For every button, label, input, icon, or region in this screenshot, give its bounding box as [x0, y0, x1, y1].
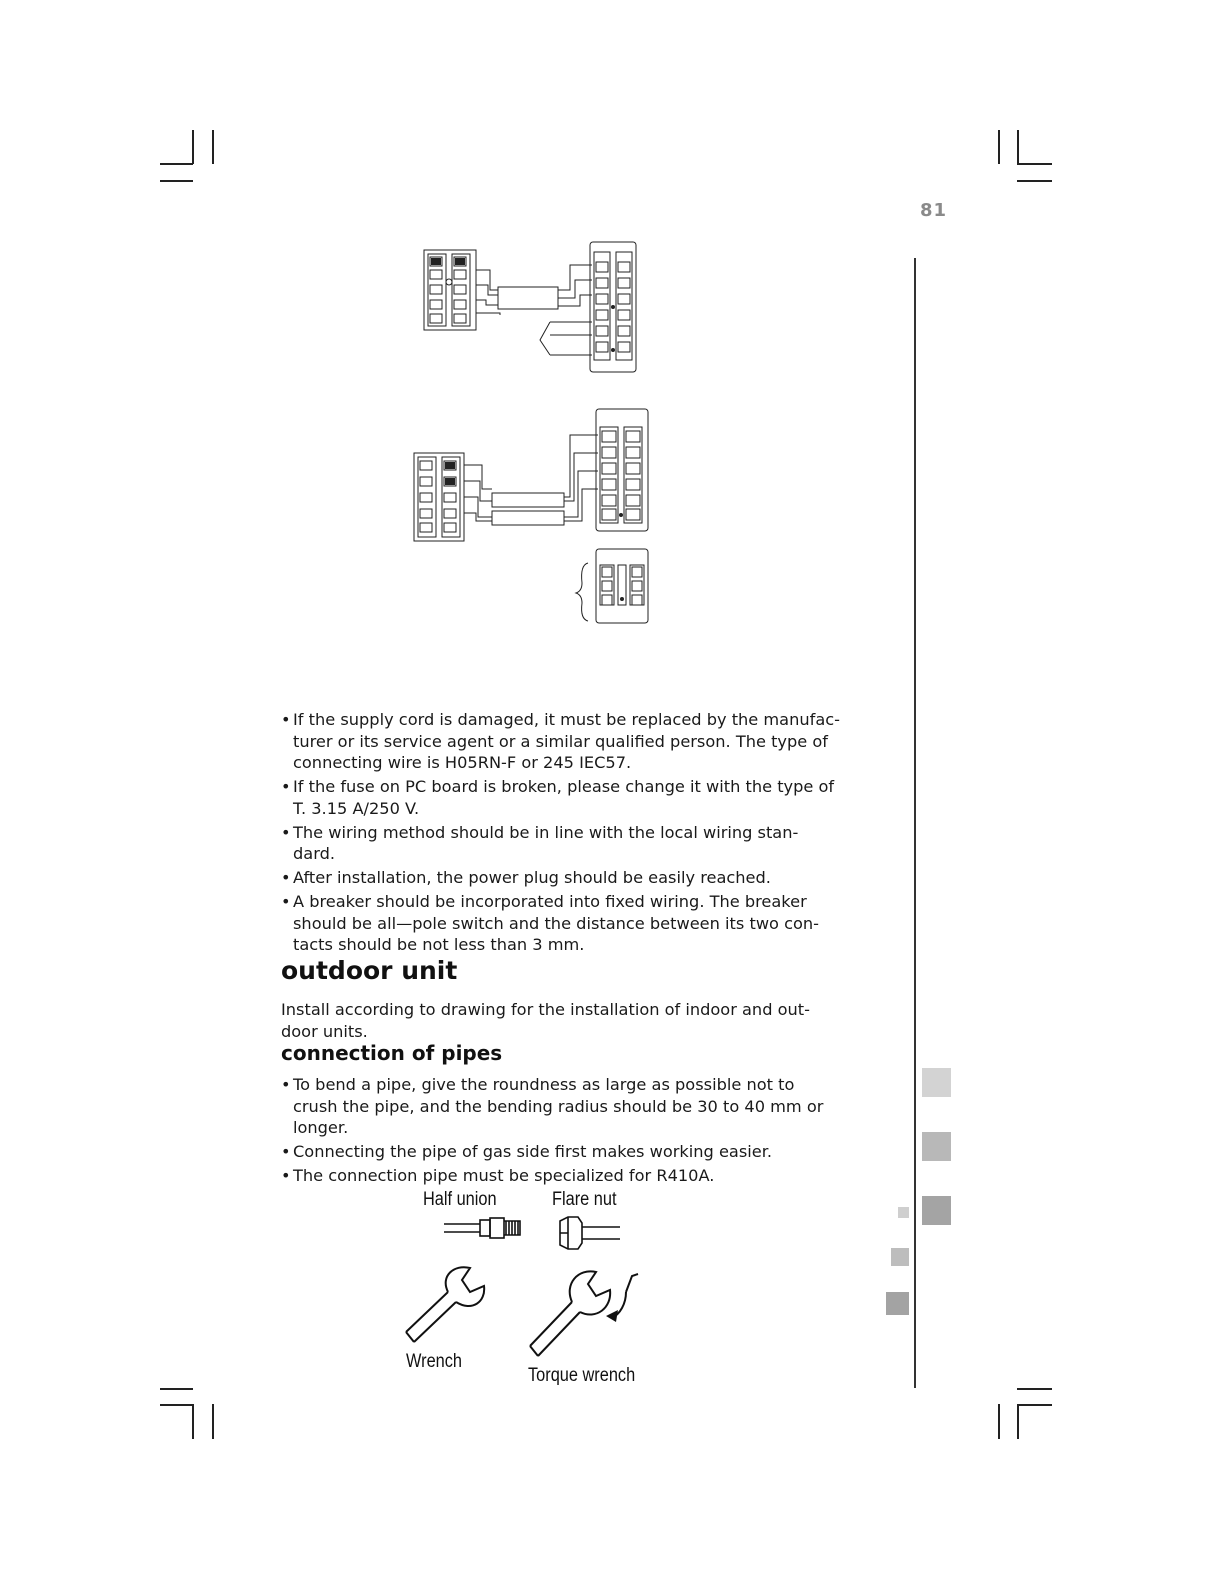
side-tab — [922, 1196, 951, 1225]
list-item: • If the fuse on PC board is broken, please change it with the type of T. 3.15 A/250 V. — [281, 776, 881, 819]
wiring-diagram-2 — [410, 405, 655, 627]
list-item: • A breaker should be incorporated into fixed wiring. The breaker should be all—pole switch and the distance between its two con- tacts should be not less than 3 mm. — [281, 891, 881, 956]
page-number: 81 — [920, 200, 948, 221]
side-tab-small — [886, 1292, 909, 1315]
wrench-label: Wrench — [406, 1351, 463, 1372]
section-heading-connection-of-pipes: connection of pipes — [281, 1041, 503, 1065]
list-item: • The connection pipe must be specialized for R410A. — [281, 1165, 881, 1187]
section-heading-outdoor-unit: outdoor unit — [281, 956, 458, 985]
torque-wrench-icon — [522, 1262, 642, 1362]
side-tab-small — [898, 1207, 909, 1218]
torque-wrench-label: Torque wrench — [528, 1365, 636, 1386]
half-union-label: Half union — [423, 1189, 497, 1210]
list-item: • To bend a pipe, give the roundness as large as possible not to crush the pipe, and the bending radius should be 30 to 40 mm or longer. — [281, 1074, 881, 1139]
side-tab-small — [891, 1248, 909, 1266]
list-item: • After installation, the power plug should be easily reached. — [281, 867, 881, 889]
pipe-notes — [281, 1074, 881, 1189]
flare-nut-icon — [552, 1215, 627, 1251]
supply-notes — [281, 709, 881, 958]
flare-nut-label: Flare nut — [552, 1189, 617, 1210]
list-item: • Connecting the pipe of gas side first makes working easier. — [281, 1141, 881, 1163]
wrench-icon — [400, 1262, 495, 1352]
outdoor-unit-intro: Install according to drawing for the installation of indoor and out- door units. — [281, 1000, 810, 1041]
wiring-diagram-1 — [420, 240, 650, 375]
side-rule — [914, 258, 916, 1388]
side-tab — [922, 1132, 951, 1161]
side-tab — [922, 1068, 951, 1097]
half-union-icon — [440, 1213, 525, 1243]
list-item: • If the supply cord is damaged, it must be replaced by the manufac- turer or its service agent or a similar qualified person. The type of connecting wire is H05RN-F or 245 IEC57. — [281, 709, 881, 774]
list-item: • The wiring method should be in line with the local wiring stan- dard. — [281, 822, 881, 865]
